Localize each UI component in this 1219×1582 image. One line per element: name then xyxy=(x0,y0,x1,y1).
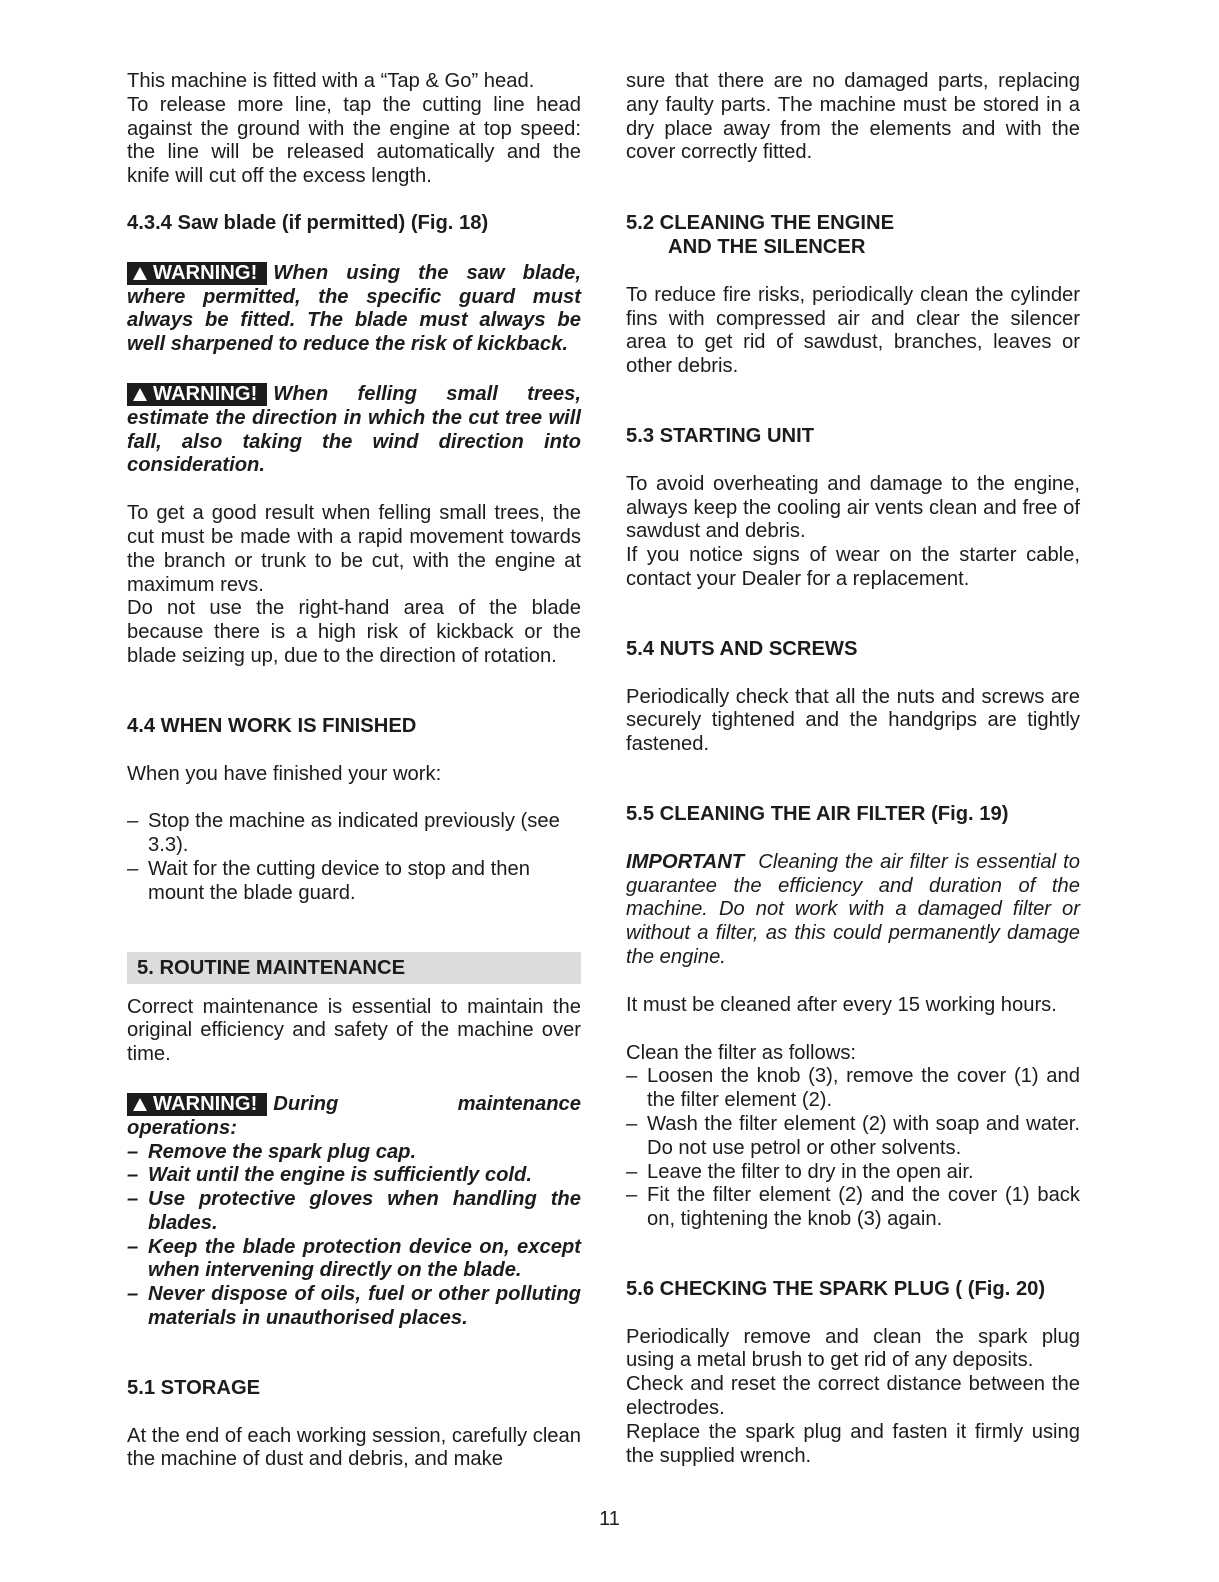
storage-text: At the end of each working session, carefully clean the machine of dust and debris, and make xyxy=(127,1424,581,1471)
warning-badge xyxy=(127,383,267,406)
list-item: – Leave the filter to dry in the open air. xyxy=(626,1160,974,1183)
warning-badge-label: WARNING! xyxy=(153,1092,258,1115)
warning-badge-label: WARNING! xyxy=(153,261,258,284)
list-item: – Never dispose of oils, fuel or other polluting materials in unauthorised places. xyxy=(127,1283,581,1330)
engine-cleaning-heading-line-2: AND THE SILENCER xyxy=(668,235,866,258)
list-item: – Remove the spark plug cap. xyxy=(127,1140,417,1163)
spark-plug-text-1: Periodically remove and clean the spark plug using a metal brush to get rid of any deposits. xyxy=(626,1325,1080,1372)
storage-text-continued: sure that there are no damaged parts, replacing any faulty parts. The machine must be stored in a dry place away from the elements and with the cover correctly fitted. xyxy=(626,70,1080,164)
air-filter-interval: It must be cleaned after every 15 working hours. xyxy=(626,993,1057,1016)
list-item: – Stop the machine as indicated previously (see 3.3). xyxy=(127,810,560,857)
work-finished-heading: 4.4 WHEN WORK IS FINISHED xyxy=(127,714,417,737)
warning-felling-text: When felling small trees, estimate the direction in which the cut tree will fall, also taking the wind direction into consideration. xyxy=(127,382,581,477)
engine-cleaning-text: To reduce fire risks, periodically clean the cylinder fins with compressed air and clear the silencer area to get rid of sawdust, branches, leaves or other debris. xyxy=(626,283,1080,378)
warning-badge xyxy=(127,1093,267,1116)
list-item: – Fit the filter element (2) and the cover (1) back on, tightening the knob (3) again. xyxy=(626,1184,1080,1231)
list-item: – Wait for the cutting device to stop and then mount the blade guard. xyxy=(127,857,530,904)
warning-triangle-icon xyxy=(133,267,147,280)
warning-triangle-icon xyxy=(133,388,147,401)
felling-paragraph-2: Do not use the right-hand area of the blade because there is a high risk of kickback or the blade seizing up, due to the direction of rotation. xyxy=(127,597,581,667)
important-text: Cleaning the air filter is essential to guarantee the efficiency and duration of the machine. Do not work with a damaged filter or without a filter, as this could permanently damage the engine. xyxy=(626,850,1080,968)
spark-plug-text-2: Check and reset the correct distance between the electrodes. xyxy=(626,1373,1080,1420)
list-item: – Use protective gloves when handling the blades. xyxy=(127,1188,581,1234)
warning-badge xyxy=(127,262,267,285)
list-item: – Wait until the engine is sufficiently cold. xyxy=(127,1164,532,1187)
routine-maintenance-text: Correct maintenance is essential to maintain the original efficiency and safety of the machine over time. xyxy=(127,995,581,1066)
list-item: – Wash the filter element (2) with soap and water. Do not use petrol or other solvents. xyxy=(626,1112,1080,1159)
list-item: – Loosen the knob (3), remove the cover (1) and the filter element (2). xyxy=(626,1065,1080,1112)
air-filter-steps-intro: Clean the filter as follows: xyxy=(626,1041,857,1064)
starting-unit-text-1: To avoid overheating and damage to the engine, always keep the cooling air vents clean and free of sawdust and debris. xyxy=(626,472,1080,543)
nuts-screws-heading: 5.4 NUTS AND SCREWS xyxy=(626,637,858,660)
saw-blade-heading: 4.3.4 Saw blade (if permitted) (Fig. 18) xyxy=(127,211,489,234)
warning-maintenance-text: During maintenance operations: xyxy=(127,1092,581,1139)
engine-cleaning-heading: 5.2 CLEANING THE ENGINE xyxy=(626,212,895,235)
intro-paragraph: To release more line, tap the cutting line head against the ground with the engine at top speed: the line will be released automatically and the knife will cut off the excess length. xyxy=(127,93,581,188)
page-number: 11 xyxy=(599,1508,620,1530)
warning-maintenance-list xyxy=(127,1141,581,1331)
felling-paragraph-1: To get a good result when felling small trees, the cut must be made with a rapid movement towards the branch or trunk to be cut, with the engine at maximum revs. xyxy=(127,502,581,596)
starting-unit-text-2: If you notice signs of wear on the starter cable, contact your Dealer for a replacement. xyxy=(626,544,1080,590)
spark-plug-heading: 5.6 CHECKING THE SPARK PLUG ( (Fig. 20) xyxy=(626,1277,1046,1300)
important-note xyxy=(626,851,1080,970)
right-column xyxy=(626,70,1080,1468)
warning-triangle-icon xyxy=(133,1098,147,1111)
starting-unit-heading: 5.3 STARTING UNIT xyxy=(626,424,815,447)
work-finished-list xyxy=(127,810,581,905)
warning-saw-blade xyxy=(127,262,581,357)
left-column xyxy=(127,70,581,1472)
routine-maintenance-heading: 5. ROUTINE MAINTENANCE xyxy=(127,952,581,984)
air-filter-steps-list xyxy=(626,1065,1080,1232)
air-filter-heading: 5.5 CLEANING THE AIR FILTER (Fig. 19) xyxy=(626,802,1009,825)
storage-heading: 5.1 STORAGE xyxy=(127,1376,261,1399)
intro-line-1: This machine is fitted with a “Tap & Go” head. xyxy=(127,70,535,92)
spark-plug-text-3: Replace the spark plug and fasten it firmly using the supplied wrench. xyxy=(626,1420,1080,1467)
nuts-screws-text: Periodically check that all the nuts and screws are securely tightened and the handgrips are tightly fastened. xyxy=(626,685,1080,756)
work-finished-intro: When you have finished your work: xyxy=(127,762,442,785)
warning-saw-blade-text: When using the saw blade, where permitted, the specific guard must always be fitted. The blade must always be well sharpened to reduce the risk of kickback. xyxy=(127,261,581,356)
warning-badge-label: WARNING! xyxy=(153,382,258,405)
important-label: IMPORTANT xyxy=(626,850,745,873)
warning-maintenance xyxy=(127,1093,581,1141)
warning-felling xyxy=(127,383,581,478)
list-item: – Keep the blade protection device on, except when intervening directly on the blade. xyxy=(127,1235,581,1282)
